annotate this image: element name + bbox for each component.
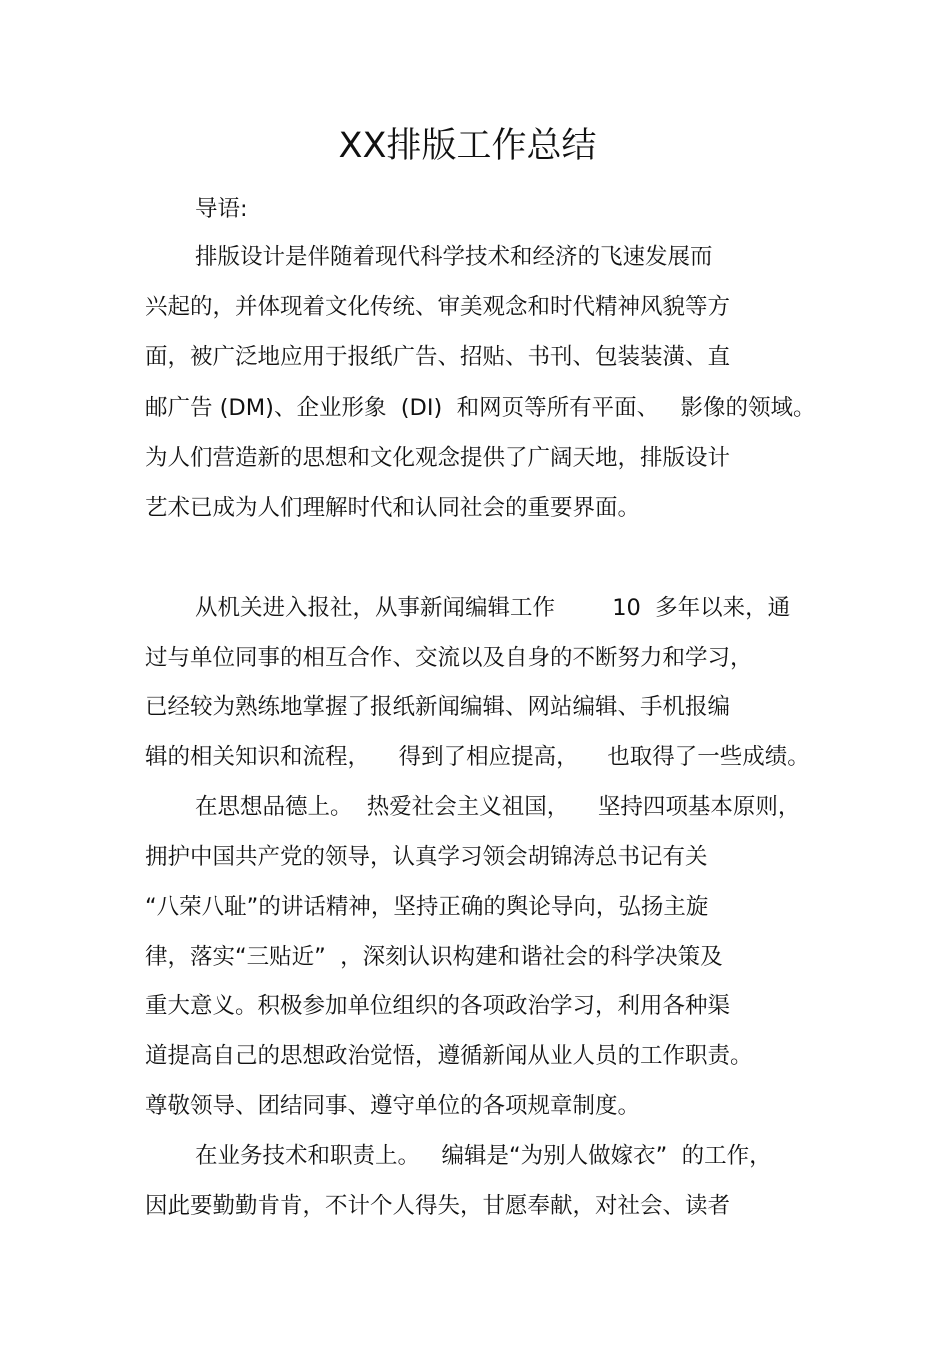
document-title: XX排版工作总结 [338,126,597,166]
paragraph-line: 面，被广泛地应用于报纸广告、招贴、书刊、包装装潢、直 [145,344,731,370]
paragraph-line: 艺术已成为人们理解时代和认同社会的重要界面。 [145,495,641,521]
paragraph-line: 过与单位同事的相互合作、交流以及自身的不断努力和学习， [145,645,753,671]
paragraph-line: 排版设计是伴随着现代科学技术和经济的飞速发展而 [195,244,713,270]
paragraph-line: 从机关进入报社，从事新闻编辑工作 10 多年以来，通 [195,595,791,621]
paragraph-line: 在业务技术和职责上。 编辑是“为别人做嫁衣” 的工作， [195,1143,772,1169]
paragraph-line: “八荣八耻”的讲话精神，坚持正确的舆论导向，弘扬主旋 [145,894,709,920]
paragraph-line: 律，落实“三贴近” ，深刻认识构建和谐社会的科学决策及 [145,944,723,970]
paragraph-line: 为人们营造新的思想和文化观念提供了广阔天地，排版设计 [145,445,731,471]
paragraph-line: 尊敬领导、团结同事、遵守单位的各项规章制度。 [145,1093,641,1119]
paragraph-line: 辑的相关知识和流程， 得到了相应提高， 也取得了一些成绩。 [145,744,810,770]
paragraph-line: 重大意义。积极参加单位组织的各项政治学习，利用各种渠 [145,993,731,1019]
paragraph-line: 道提高自己的思想政治觉悟，遵循新闻从业人员的工作职责。 [145,1043,753,1069]
paragraph-line: 兴起的，并体现着文化传统、审美观念和时代精神风貌等方 [145,294,731,320]
paragraph-line: 邮广告 (DM)、企业形象 (DI) 和网页等所有平面、 影像的领域。 [145,395,816,421]
paragraph-line: 导语: [195,196,248,222]
paragraph-line: 在思想品德上。 热爱社会主义祖国， 坚持四项基本原则， [195,794,801,820]
paragraph-line: 拥护中国共产党的领导，认真学习领会胡锦涛总书记有关 [145,844,708,870]
paragraph-line: 因此要勤勤肯肯，不计个人得失，甘愿奉献，对社会、读者 [145,1193,731,1219]
paragraph-line: 已经较为熟练地掌握了报纸新闻编辑、网站编辑、手机报编 [145,694,731,720]
